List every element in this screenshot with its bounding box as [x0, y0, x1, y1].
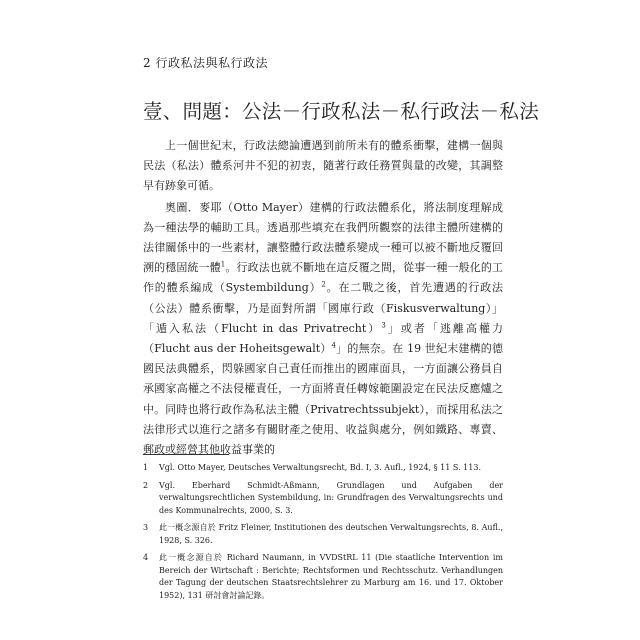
paragraph-1: 上一個世紀末，行政法總論遭遇到前所未有的體系衝擊，建構一個與民法（私法）體系河井不犯的初衷，隨著行政任務質與量的改變，其調整早有跡象可循。	[143, 139, 503, 193]
paragraph-2	[143, 198, 503, 461]
paragraph-2-part-b: 。行政法也就不斷地在這反覆之間，從事一種一般化的工作的體系編成（Systembildung）	[143, 261, 504, 295]
footnote-divider	[143, 454, 229, 455]
footnotes	[143, 462, 503, 607]
footnote-text: Vgl. Eberhard Schmidt-Aßmann, Grundlagen und Aufgaben der verwaltungsrechtlichen Systembildung, in: Grundfragen des Verwaltungsrechts und des Kommunalrechts, 2000, S. 3.	[159, 480, 503, 515]
paragraph-2-part-a: 奧圖．麥耶（Otto Mayer）建構的行政法體系化，將法制度理解成為一種法學的輔助工具。透過那些填充在我們所觀察的法律主體所建構的法律關係中的一些素材，讓整體行政法體系變成一種可以被不斷地反覆回溯的穩固統一體	[143, 200, 503, 275]
footnote-text: Vgl. Otto Mayer, Deutsches Verwaltungsrecht, Bd. I, 3. Aufl., 1924, § 11 S. 113.	[159, 463, 481, 472]
footnote-text: 此一概念源自於 Richard Naumann, in VVDStRL 11 (Die staatliche Intervention im Bereich der Wirtschaft : Berichte; Rechtsformen und Rechtsschutz. Verhandlungen der Tagung der deutschen Staatsrechtslehrer zu Marburg am 16. und 17. Oktober 1952), 131 研討會討論記錄。	[159, 553, 503, 600]
footnote-1	[143, 462, 503, 475]
paragraph-2-part-c: 。在二戰之後，首先遭遇的行政法（公法）體系衝擊，乃是面對所謂「國庫行政（Fiskusverwaltung）」「遁入私法（Flucht in das Privatrecht）	[143, 281, 503, 335]
running-header: 2 行政私法與私行政法	[143, 56, 268, 70]
paragraph-2-part-e: 」的無奈。在 19 世紀末建構的德國民法典體系，閃躲國家自己責任而推出的國庫面具，一方面讓公務員自承國家高權之不法侵權責任，一方面將責任轉嫁範圍設定在民法反應爐之中。同時也將行政作為私法主體（Privatrechtssubjekt），而採用私法之法律形式以進行之諸多有關財產之使用、收益與處分，例如鐵路、專賣、郵政或經營其他收益事業的	[143, 342, 503, 457]
footnote-2	[143, 480, 503, 518]
footnote-ref-4: 4	[331, 341, 337, 350]
footnote-text: 此一概念源自於 Fritz Fleiner, Institutionen des deutschen Verwaltungsrechts, 8. Aufl., 1928, S. 326.	[159, 523, 503, 545]
footnote-number: 4	[143, 553, 149, 562]
footnote-ref-1: 1	[220, 260, 226, 269]
paragraph-2-part-d: 」或者「逃離高權力（Flucht aus der Hoheitsgewalt）	[143, 321, 503, 356]
footnote-3	[143, 522, 503, 547]
footnote-4	[143, 552, 503, 602]
footnote-number: 2	[143, 480, 149, 490]
footnote-number: 1	[143, 463, 149, 472]
footnote-ref-2: 2	[321, 280, 326, 289]
section-title: 壹、問題：公法－行政私法－私行政法－私法	[143, 100, 540, 123]
footnote-number: 3	[143, 523, 149, 532]
footnote-ref-3: 3	[381, 321, 386, 330]
body-text	[143, 136, 503, 460]
